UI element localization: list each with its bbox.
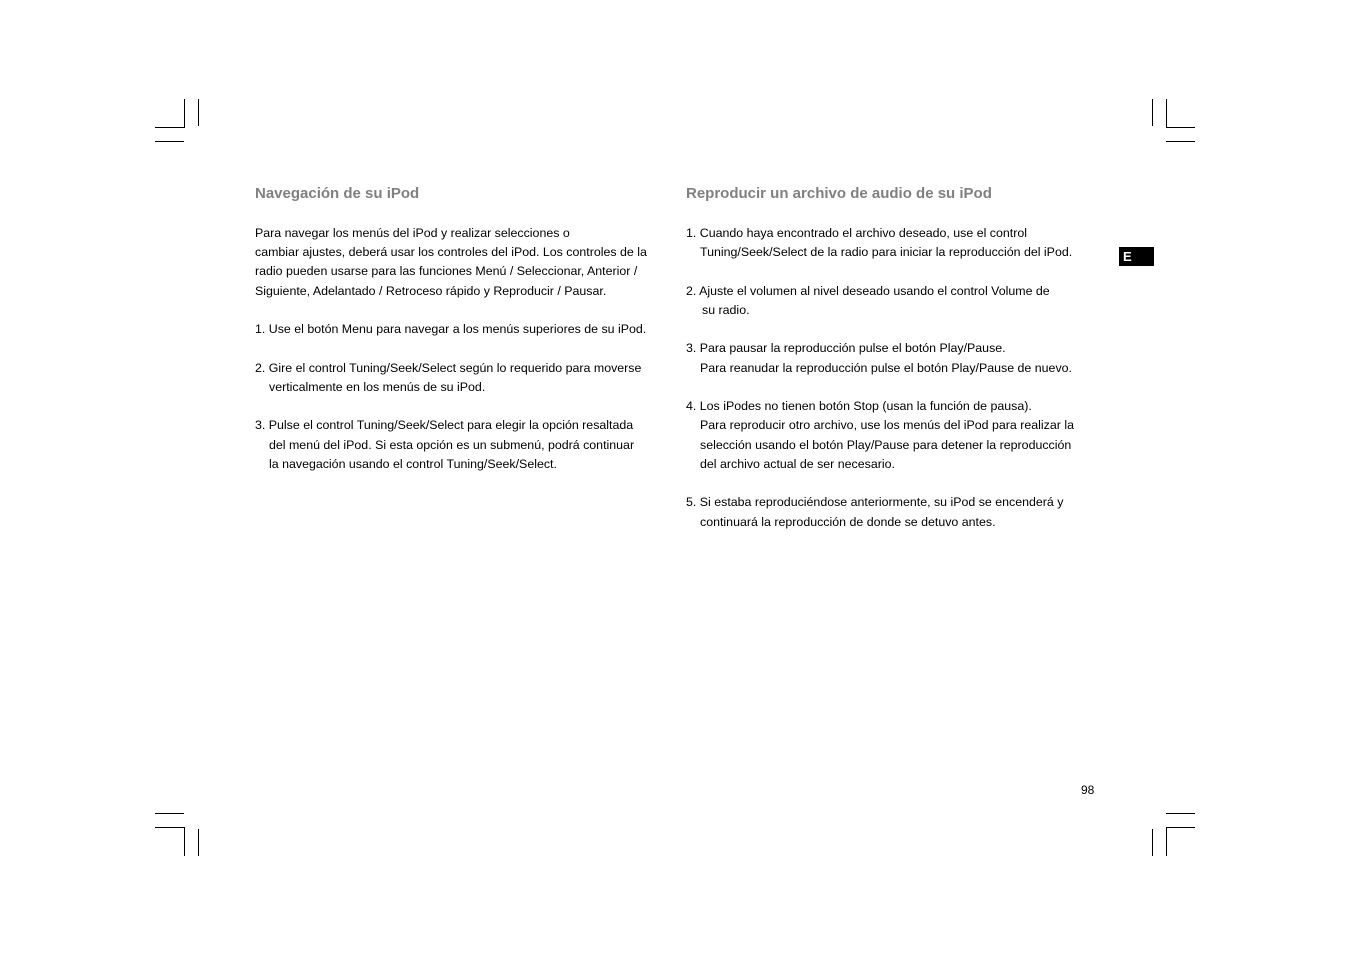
left-list-item-3: 3. Pulse el control Tuning/Seek/Select para elegir la opción resaltada	[255, 418, 634, 432]
left-list-item-3-cont: del menú del iPod. Si esta opción es un submenú, podrá continuar	[269, 438, 635, 452]
right-list-item-4: 4. Los iPodes no tienen botón Stop (usan la función de pausa).	[686, 399, 1032, 413]
crop-mark-top-right-h1	[1166, 127, 1195, 128]
crop-mark-top-right-v1	[1152, 99, 1153, 126]
right-list-item-4-cont: selección usando el botón Play/Pause para detener la reproducción	[700, 438, 1072, 452]
right-list-item-3-cont: Para reanudar la reproducción pulse el botón Play/Pause de nuevo.	[700, 361, 1072, 375]
page-number: 98	[1081, 783, 1095, 797]
language-tab: E	[1119, 247, 1154, 266]
right-list-item-2: 2. Ajuste el volumen al nivel deseado usando el control Volume de	[686, 284, 1050, 298]
crop-mark-bottom-left-v2	[198, 829, 199, 856]
left-paragraph-line: Siguiente, Adelantado / Retroceso rápido y Reproducir / Pausar.	[255, 284, 607, 298]
crop-mark-top-left-h2	[155, 141, 184, 142]
left-paragraph-line: cambiar ajustes, deberá usar los controles del iPod. Los controles de la	[255, 245, 647, 259]
crop-mark-top-left-h1	[155, 127, 184, 128]
crop-mark-top-left-v2	[198, 99, 199, 126]
right-list-item-4-cont: Para reproducir otro archivo, use los menús del iPod para realizar la	[700, 418, 1074, 432]
right-list-item-5-cont: continuará la reproducción de donde se detuvo antes.	[700, 515, 996, 529]
left-section-heading: Navegación de su iPod	[255, 185, 420, 202]
left-paragraph-line: Para navegar los menús del iPod y realizar selecciones o	[255, 226, 570, 240]
crop-mark-top-left-v1	[184, 99, 185, 128]
crop-mark-bottom-right-h2	[1166, 827, 1195, 828]
left-list-item-2: 2. Gire el control Tuning/Seek/Select según lo requerido para moverse	[255, 361, 642, 375]
crop-mark-bottom-left-h1	[155, 813, 184, 814]
crop-mark-top-right-h2	[1166, 141, 1195, 142]
left-list-item-1: 1. Use el botón Menu para navegar a los menús superiores de su iPod.	[255, 322, 647, 336]
crop-mark-bottom-left-h2	[155, 827, 184, 828]
right-list-item-2-cont: su radio.	[702, 303, 750, 317]
left-paragraph-line: radio pueden usarse para las funciones Menú / Seleccionar, Anterior /	[255, 264, 638, 278]
crop-mark-bottom-right-v2	[1166, 827, 1167, 856]
crop-mark-bottom-left-v1	[184, 827, 185, 856]
crop-mark-bottom-right-v1	[1152, 829, 1153, 856]
crop-mark-bottom-right-h1	[1166, 813, 1195, 814]
right-list-item-1: 1. Cuando haya encontrado el archivo deseado, use el control	[686, 226, 1027, 240]
right-list-item-3: 3. Para pausar la reproducción pulse el botón Play/Pause.	[686, 341, 1006, 355]
right-list-item-1-cont: Tuning/Seek/Select de la radio para iniciar la reproducción del iPod.	[700, 245, 1073, 259]
crop-mark-top-right-v2	[1166, 99, 1167, 128]
right-list-item-4-cont: del archivo actual de ser necesario.	[700, 457, 895, 471]
left-list-item-2-cont: verticalmente en los menús de su iPod.	[269, 380, 486, 394]
left-list-item-3-cont: la navegación usando el control Tuning/Seek/Select.	[269, 457, 557, 471]
right-section-heading: Reproducir un archivo de audio de su iPod	[686, 185, 992, 202]
right-list-item-5: 5. Si estaba reproduciéndose anteriormente, su iPod se encenderá y	[686, 495, 1064, 509]
